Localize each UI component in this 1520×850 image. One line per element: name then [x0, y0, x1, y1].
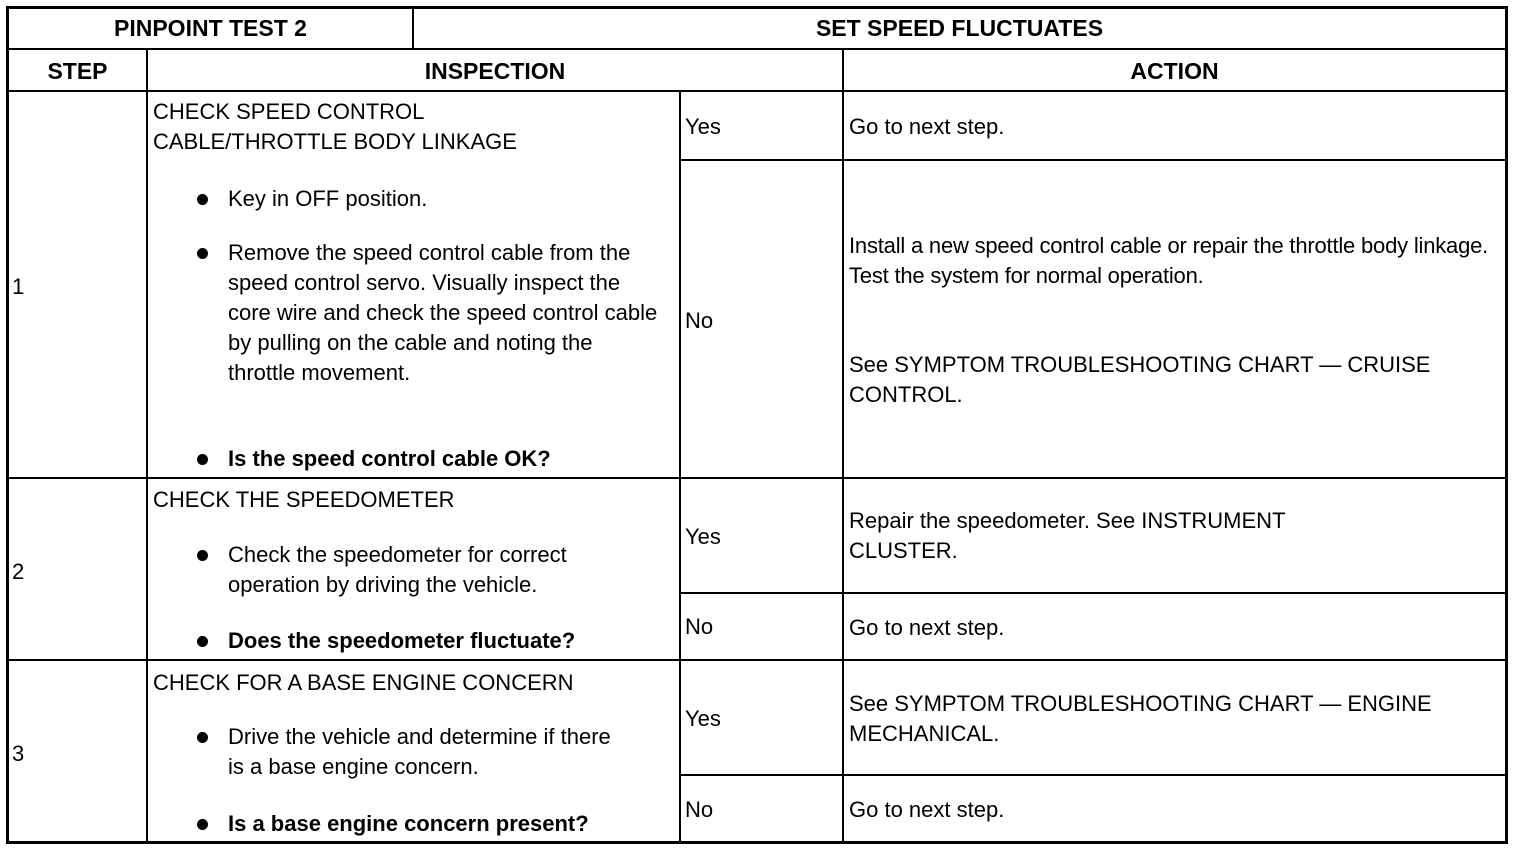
action-text: See SYMPTOM TROUBLESHOOTING CHART — ENGINE MECHANICAL.: [849, 691, 1432, 746]
step-title-line: CHECK THE SPEEDOMETER: [153, 487, 455, 512]
action-text: Go to next step.: [849, 615, 1005, 640]
inspection-question: [194, 809, 664, 839]
bullet-text: Drive the vehicle and determine if there is a base engine concern.: [228, 724, 611, 779]
rule-action-col: [842, 48, 844, 844]
answer-yes: Yes: [685, 706, 721, 731]
question-text: Is a base engine concern present?: [228, 811, 589, 836]
answer-no: No: [685, 797, 714, 822]
answer-no: No: [685, 308, 714, 333]
rule-step3-yes-no: [679, 774, 1508, 776]
rule-step1-yes-no: [679, 159, 1508, 161]
inspection-bullet: [194, 238, 664, 388]
action-text: Go to next step.: [849, 797, 1005, 822]
col-header-inspection: INSPECTION: [424, 58, 566, 84]
table-border-top: [6, 6, 1508, 9]
answer-no: No: [685, 614, 714, 639]
question-text: Is the speed control cable OK?: [228, 446, 551, 471]
action-text: Repair the speedometer. See INSTRUMENT CLUSTER.: [849, 508, 1286, 563]
rule-step2-yes-no: [679, 592, 1508, 594]
col-header-step: STEP: [47, 58, 108, 84]
table-border-bottom: [6, 841, 1508, 844]
step-title-line: CHECK FOR A BASE ENGINE CONCERN: [153, 670, 574, 695]
inspection-bullet: [194, 540, 664, 600]
test-name: PINPOINT TEST 2: [114, 15, 307, 41]
step-number: 2: [12, 559, 25, 584]
table-border-left: [6, 6, 9, 844]
test-title: SET SPEED FLUCTUATES: [815, 15, 1104, 41]
rule-answer-col: [679, 90, 681, 844]
question-text: Does the speedometer fluctuate?: [228, 628, 576, 653]
step-number: 1: [12, 274, 25, 299]
inspection-bullet: [194, 184, 664, 214]
step-number: 3: [12, 741, 25, 766]
rule-below-step2: [6, 659, 1508, 661]
inspection-question: [194, 626, 664, 656]
action-text: Install a new speed control cable or repair the throttle body linkage. Test the system for normal operation.: [849, 233, 1489, 288]
rule-below-step1: [6, 477, 1508, 479]
table-border-right: [1505, 6, 1508, 844]
rule-below-title: [6, 48, 1508, 50]
answer-yes: Yes: [685, 524, 721, 549]
col-header-action: ACTION: [1130, 58, 1219, 84]
rule-below-headers: [6, 90, 1508, 92]
step-title-line: CABLE/THROTTLE BODY LINKAGE: [153, 129, 517, 154]
inspection-question: [194, 444, 664, 474]
bullet-text: Check the speedometer for correct operation by driving the vehicle.: [228, 542, 567, 597]
action-text-reference: See SYMPTOM TROUBLESHOOTING CHART — CRUISE CONTROL.: [849, 352, 1431, 407]
answer-yes: Yes: [685, 114, 721, 139]
bullet-text: Key in OFF position.: [228, 186, 428, 211]
bullet-text: Remove the speed control cable from the speed control servo. Visually inspect the core wire and check the speed control cable by pulling on the cable and noting the throttle movement.: [228, 240, 658, 385]
step-title-line: CHECK SPEED CONTROL: [153, 99, 425, 124]
inspection-bullet: [194, 722, 664, 782]
action-text: Go to next step.: [849, 114, 1005, 139]
rule-step-col: [146, 48, 148, 844]
